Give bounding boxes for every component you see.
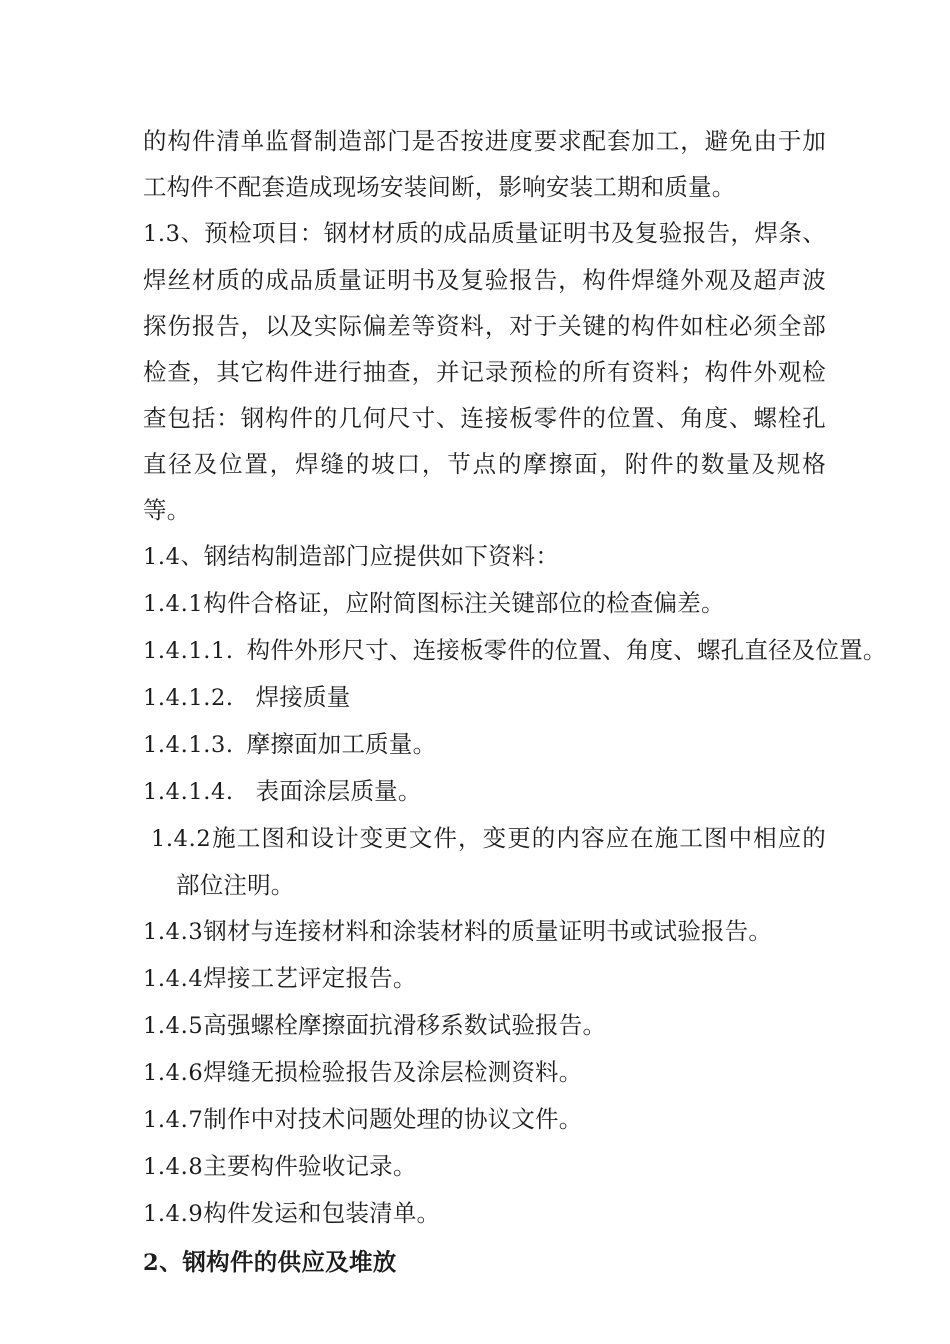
list-item-1-4-1-1 (143, 627, 887, 674)
item-number-1-4-2: 1.4.2 (151, 826, 212, 852)
list-item-1-4-8 (143, 1143, 826, 1190)
item-text-1-4-1-3: 摩擦面加工质量。 (246, 730, 437, 758)
item-text-1-4-6: 焊缝无损检验报告及涂层检测资料。 (203, 1058, 583, 1086)
item-text-1-3: 预检项目：钢材材质的成品质量证明书及复验报告，焊条、焊丝材质的成品质量证明书及复验报告，构件焊缝外观及超声波探伤报告，以及实际偏差等资料，对于关键的构件如柱必须全部检查，其它构件进行抽查，并记录预检的所有资料；构件外观检查包括：钢构件的几何尺寸、连接板零件的位置、角度、螺栓孔直径及位置，焊缝的坡口，节点的摩擦面，附件的数量及规格等。 (143, 219, 826, 524)
list-item-1-4-5 (143, 1002, 826, 1049)
item-number-1-4-5: 1.4.5 (143, 1013, 204, 1039)
heading-number-2: 2、 (143, 1250, 183, 1276)
list-item-1-4-4 (143, 955, 826, 1002)
item-number-1-4: 1.4、 (143, 544, 204, 570)
item-number-1-4-7: 1.4.7 (143, 1107, 204, 1133)
item-text-1-4: 钢结构制造部门应提供如下资料： (203, 542, 560, 570)
item-number-1-4-1-3: 1.4.1.3. (143, 732, 234, 758)
list-item-1-4-6 (143, 1049, 826, 1096)
item-number-1-4-3: 1.4.3 (143, 919, 204, 945)
list-item-1-4-1-2 (143, 674, 826, 721)
item-number-1-4-8: 1.4.8 (143, 1154, 204, 1180)
list-item-1-4 (143, 533, 826, 580)
item-number-1-4-9: 1.4.9 (143, 1201, 204, 1227)
document-body (143, 118, 887, 1286)
item-number-1-3: 1.3、 (143, 221, 205, 247)
item-number-1-4-4: 1.4.4 (143, 966, 204, 992)
item-text-1-4-1-4: 表面涂层质量。 (255, 777, 422, 805)
item-text-1-4-1-1: 构件外形尺寸、连接板零件的位置、角度、螺孔直径及位置。 (246, 636, 887, 664)
heading-text-2: 钢构件的供应及堆放 (182, 1248, 397, 1276)
paragraph-item-1-3 (143, 210, 826, 533)
list-item-1-4-7 (143, 1096, 826, 1143)
item-number-1-4-1: 1.4.1 (143, 591, 204, 617)
item-text-1-4-4: 焊接工艺评定报告。 (203, 964, 417, 992)
paragraph-continuation: 的构件清单监督制造部门是否按进度要求配套加工，避免由于加工构件不配套造成现场安装间断，影响安装工期和质量。 (143, 127, 826, 201)
item-text-1-4-9: 构件发运和包装清单。 (203, 1199, 441, 1227)
item-text-1-4-2: 施工图和设计变更文件，变更的内容应在施工图中相应的部位注明。 (176, 824, 826, 899)
list-item-1-4-1-3 (143, 721, 826, 768)
item-text-1-4-1-2: 焊接质量 (255, 683, 351, 711)
list-item-1-4-9 (143, 1190, 826, 1237)
item-text-1-4-5: 高强螺栓摩擦面抗滑移系数试验报告。 (203, 1011, 607, 1039)
item-text-1-4-3: 钢材与连接材料和涂装材料的质量证明书或试验报告。 (203, 917, 773, 945)
item-text-1-4-1: 构件合格证，应附简图标注关键部位的检查偏差。 (203, 589, 725, 617)
item-number-1-4-1-1: 1.4.1.1. (143, 638, 234, 664)
list-item-1-4-3 (143, 908, 826, 955)
list-item-1-4-1 (143, 580, 826, 627)
list-item-1-4-2 (143, 815, 826, 908)
section-heading-2 (143, 1237, 826, 1286)
item-number-1-4-1-4: 1.4.1.4. (143, 779, 234, 805)
item-number-1-4-1-2: 1.4.1.2. (143, 685, 234, 711)
list-item-1-4-2-inner (151, 815, 826, 908)
item-text-1-4-8: 主要构件验收记录。 (203, 1152, 417, 1180)
item-text-1-4-7: 制作中对技术问题处理的协议文件。 (203, 1105, 583, 1133)
item-number-1-4-6: 1.4.6 (143, 1060, 204, 1086)
list-item-1-4-1-4 (143, 768, 826, 815)
